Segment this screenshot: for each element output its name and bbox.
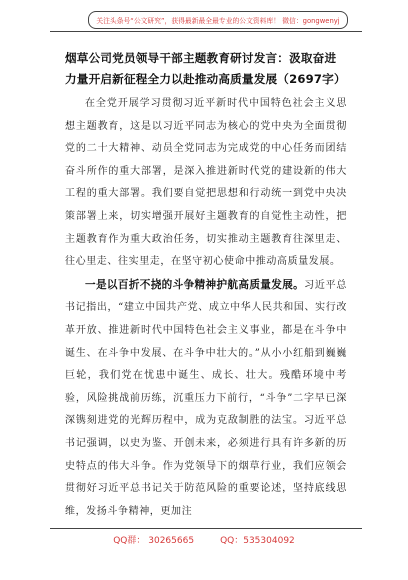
- paragraph-intro: 在全党开展学习贯彻习近平新时代中国特色社会主义思想主题教育，这是以习近平同志为核心的党中央为全面贯彻党的二十大精神、动员全党同志为完成党的中心任务而团结奋斗所作的重大部署，是深入推进新时代党的建设新的伟大工程的重大部署。我们要自觉把思想和行动统一到党中央决策部署上来，切实增强开展好主题教育的自觉性主动性，把主题教育作为重大政治任务，切实推动主题教育往深里走、往心里走、往实里走，在坚守初心使命中推动高质量发展。: [65, 98, 347, 268]
- section-one-heading: 一是以百折不挠的斗争精神护航高质量发展。: [85, 278, 305, 291]
- footer-divider: [50, 528, 362, 529]
- footer: [0, 533, 408, 546]
- footer-qq-contact: QQ：535304092: [220, 536, 295, 546]
- section-one-body: 习近平总书记指出，“建立中国共产党、成立中华人民共和国、实行改革开放、推进新时代中国特色社会主义事业，都是在斗争中诞生、在斗争中发展、在斗争中壮大的。”从小小红船到巍巍巨轮，我们党在忧患中诞生、成长、壮大。残酷环境中考验，风险挑战前历练，沉重压力下前行，“斗争”二字早已深深镌刻进党的光辉历程中，成为克敌制胜的法宝。习近平总书记强调，以史为鉴、开创未来，必须进行具有许多新的历史特点的伟大斗争。作为党领导下的烟草行业，我们应领会贯彻好习近平总书记关于防范风险的重要论述，坚持底线思维，发扬斗争精神，更加注: [65, 279, 347, 517]
- header-banner-text: 关注头条号“公文研究”，获得最新最全最专业的公文资料库！ 微信：gongwenyj: [96, 17, 340, 25]
- header-divider: [50, 31, 362, 32]
- document-title: 烟草公司党员领导干部主题教育研讨发言：汲取奋进力量开启新征程全力以赴推动高质量发展（2697字）: [65, 51, 346, 86]
- document-body: [65, 48, 347, 523]
- paragraph-section-one: [65, 274, 347, 524]
- footer-qq-group: QQ群： 30265665: [113, 536, 195, 546]
- header-banner: [88, 11, 348, 29]
